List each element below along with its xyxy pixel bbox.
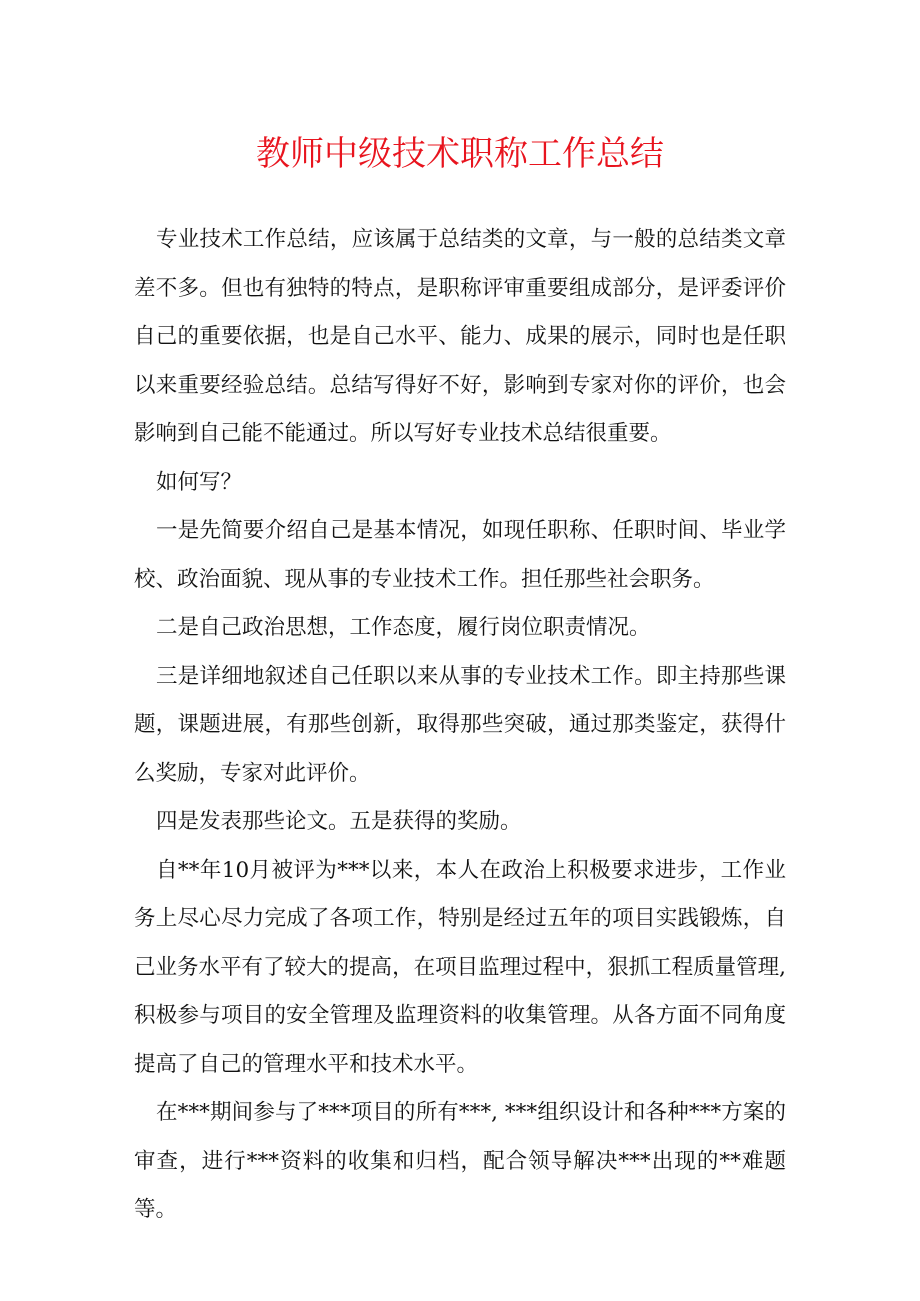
paragraph-summary: 自**年10月被评为***以来，本人在政治上积极要求进步，工作业务上尽心尽力完成了各项工作，特别是经过五年的项目实践锻炼，自己业务水平有了较大的提高，在项目监理过程中，狠抓工程质量管理,积极参与项目的安全管理及监理资料的收集管理。从各方面不同角度提高了自己的管理水平和技术水平。	[134, 857, 786, 1077]
paragraph-project-work: 在***期间参与了***项目的所有***, ***组织设计和各种***方案的审查，进行***资料的收集和归档，配合领导解决***出现的**难题等。	[134, 1100, 786, 1222]
paragraph-intro: 专业技术工作总结，应该属于总结类的文章，与一般的总结类文章差不多。但也有独特的特点，是职称评审重要组成部分，是评委评价自己的重要依据，也是自己水平、能力、成果的展示，同时也是任职以来重要经验总结。总结写得好不好，影响到专家对你的评价，也会影响到自己能不能通过。所以写好专业技术总结很重要。	[134, 227, 786, 446]
paragraph-how-to-write: 如何写？	[156, 469, 243, 495]
paragraph-point-four-five: 四是发表那些论文。五是获得的奖励。	[156, 809, 522, 834]
document-title: 教师中级技术职称工作总结	[256, 134, 664, 174]
paragraph-point-one: 一是先简要介绍自己是基本情况，如现任职称、任职时间、毕业学校、政治面貌、现从事的专业技术工作。担任那些社会职务。	[134, 518, 786, 592]
document-body	[134, 216, 786, 1235]
paragraph-point-three: 三是详细地叙述自己任职以来从事的专业技术工作。即主持那些课题，课题进展，有那些创新，取得那些突破，通过那类鉴定，获得什么奖励，专家对此评价。	[134, 663, 786, 786]
paragraph-point-two: 二是自己政治思想，工作态度，履行岗位职责情况。	[156, 615, 651, 640]
